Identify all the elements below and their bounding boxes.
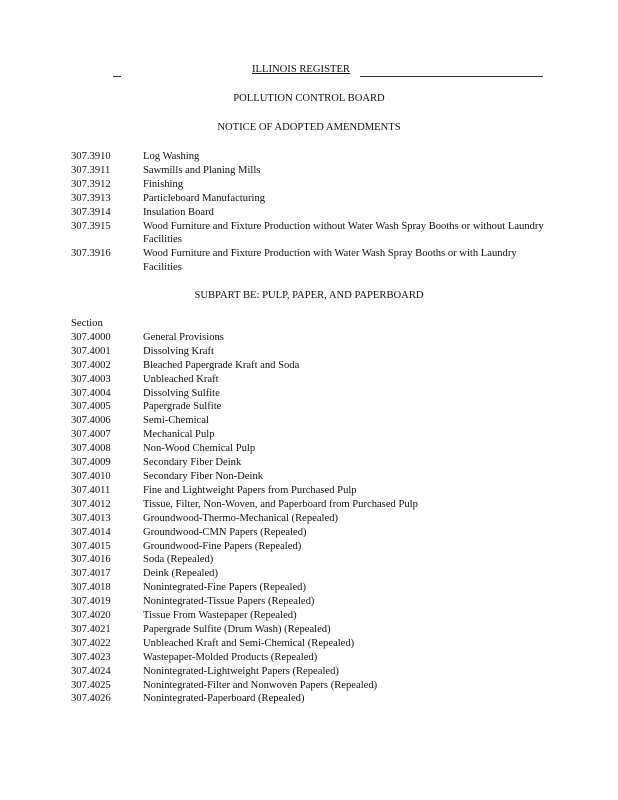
- section-row: [71, 581, 561, 595]
- section-title: Unbleached Kraft and Semi-Chemical (Repealed): [143, 637, 355, 649]
- section-title: Sawmills and Planing Mills: [143, 164, 261, 176]
- section-row: [71, 665, 561, 679]
- section-row: [71, 178, 561, 192]
- section-title: Dissolving Kraft: [143, 345, 214, 357]
- board-name: POLLUTION CONTROL BOARD: [233, 93, 385, 104]
- section-title: Insulation Board: [143, 206, 214, 218]
- section-number: 307.4019: [71, 596, 111, 608]
- section-row: [71, 373, 561, 387]
- section-title: Secondary Fiber Non-Deink: [143, 470, 264, 482]
- section-number: 307.4004: [71, 387, 111, 399]
- section-row: [71, 442, 561, 456]
- section-row: [71, 345, 561, 359]
- section-number: 307.3913: [71, 192, 111, 204]
- section-title: Fine and Lightweight Papers from Purchased Pulp: [143, 484, 357, 496]
- section-row: [71, 206, 561, 220]
- section-number: 307.4002: [71, 359, 111, 371]
- section-title: Log Washing: [143, 151, 200, 162]
- section-title: Nonintegrated-Fine Papers (Repealed): [143, 582, 306, 594]
- section-title: Tissue, Filter, Non-Woven, and Paperboard from Purchased Pulp: [143, 498, 418, 510]
- section-number: 307.4010: [71, 470, 111, 482]
- section-title: Groundwood-Thermo-Mechanical (Repealed): [143, 512, 339, 524]
- section-title: Deink (Repealed): [143, 568, 219, 580]
- section-title: Groundwood-Fine Papers (Repealed): [143, 540, 302, 552]
- section-number: 307.4013: [71, 512, 111, 524]
- section-number: 307.4026: [71, 693, 111, 705]
- section-title: Semi-Chemical: [143, 415, 209, 427]
- section-number: 307.4023: [71, 651, 111, 663]
- section-column-label: Section: [71, 318, 103, 329]
- section-list-pulp: [71, 317, 561, 706]
- section-number: 307.4003: [71, 373, 111, 385]
- section-title: Mechanical Pulp: [143, 429, 215, 441]
- section-row: [71, 428, 561, 442]
- section-list-wood: [71, 150, 561, 275]
- section-row: [71, 359, 561, 373]
- section-row: [71, 623, 561, 637]
- section-number: 307.4018: [71, 582, 111, 594]
- section-title: Finishing: [143, 178, 184, 190]
- section-number: 307.4025: [71, 679, 111, 691]
- section-title: Papergrade Sulfite: [143, 401, 222, 413]
- section-number: 307.4024: [71, 665, 111, 677]
- section-row: [71, 637, 561, 651]
- section-number: 307.3910: [71, 151, 111, 162]
- section-row: [71, 164, 561, 178]
- section-title: Dissolving Sulfite: [143, 387, 220, 399]
- section-row: [71, 498, 561, 512]
- section-row: [71, 220, 561, 248]
- register-title: ILLINOIS REGISTER: [252, 64, 350, 75]
- section-row: [71, 526, 561, 540]
- section-row: [71, 553, 561, 567]
- section-number: 307.4016: [71, 554, 111, 566]
- section-number: 307.4014: [71, 526, 111, 538]
- section-title: Wastepaper-Molded Products (Repealed): [143, 651, 318, 663]
- section-row: [71, 247, 561, 275]
- section-number: 307.4008: [71, 443, 111, 455]
- section-title: Bleached Papergrade Kraft and Soda: [143, 359, 300, 371]
- section-number: 307.4021: [71, 623, 111, 635]
- section-row: [71, 540, 561, 554]
- section-number: 307.4009: [71, 457, 111, 469]
- section-number: 307.4006: [71, 415, 111, 427]
- section-number: 307.4005: [71, 401, 111, 413]
- section-title: Particleboard Manufacturing: [143, 192, 266, 204]
- section-number: 307.4007: [71, 429, 111, 441]
- section-row: [71, 400, 561, 414]
- section-title: Unbleached Kraft: [143, 373, 219, 385]
- section-title: Tissue From Wastepaper (Repealed): [143, 610, 297, 622]
- section-title: Groundwood-CMN Papers (Repealed): [143, 526, 307, 538]
- section-row: [71, 150, 561, 164]
- section-row: [71, 595, 561, 609]
- header-left-rule: [113, 76, 121, 77]
- section-row: [71, 567, 561, 581]
- section-title: Nonintegrated-Filter and Nonwoven Papers (Repealed): [143, 679, 378, 691]
- section-title: Non-Wood Chemical Pulp: [143, 443, 256, 455]
- section-title: Papergrade Sulfite (Drum Wash) (Repealed): [143, 623, 331, 635]
- section-number: 307.4015: [71, 540, 111, 552]
- section-number: 307.4022: [71, 637, 111, 649]
- section-row: [71, 387, 561, 401]
- section-title: General Provisions: [143, 331, 224, 343]
- section-row: [71, 414, 561, 428]
- section-number: 307.3914: [71, 206, 111, 218]
- section-title: Soda (Repealed): [143, 554, 214, 566]
- section-number: 307.3912: [71, 178, 111, 190]
- header-rule: [360, 76, 543, 77]
- section-number: 307.3915: [71, 220, 111, 232]
- section-number: 307.4011: [71, 484, 111, 496]
- section-number: 307.4001: [71, 345, 111, 357]
- section-title: Nonintegrated-Paperboard (Repealed): [143, 693, 305, 705]
- section-title: Nonintegrated-Tissue Papers (Repealed): [143, 596, 315, 608]
- section-row: [71, 609, 561, 623]
- page-header: [0, 64, 618, 80]
- section-row: [71, 512, 561, 526]
- section-row: [71, 192, 561, 206]
- section-title: Secondary Fiber Deink: [143, 457, 242, 469]
- section-row: [71, 331, 561, 345]
- notice-title: NOTICE OF ADOPTED AMENDMENTS: [217, 122, 401, 133]
- section-number: 307.4000: [71, 331, 111, 343]
- section-row: [71, 470, 561, 484]
- section-title: Wood Furniture and Fixture Production without Water Wash Spray Booths or without Laundry Facilities: [143, 220, 544, 246]
- subpart-heading: SUBPART BE: PULP, PAPER, AND PAPERBOARD: [194, 290, 424, 301]
- section-row: [71, 456, 561, 470]
- section-number: 307.4017: [71, 568, 111, 580]
- section-number: 307.4012: [71, 498, 111, 510]
- section-number: 307.3916: [71, 248, 111, 260]
- section-number: 307.3911: [71, 164, 111, 176]
- section-number: 307.4020: [71, 610, 111, 622]
- section-row: [71, 484, 561, 498]
- section-row: [71, 679, 561, 693]
- section-row: [71, 692, 561, 706]
- section-title: Wood Furniture and Fixture Production with Water Wash Spray Booths or with Laundry Facilities: [143, 248, 517, 274]
- section-title: Nonintegrated-Lightweight Papers (Repealed): [143, 665, 339, 677]
- section-row: [71, 651, 561, 665]
